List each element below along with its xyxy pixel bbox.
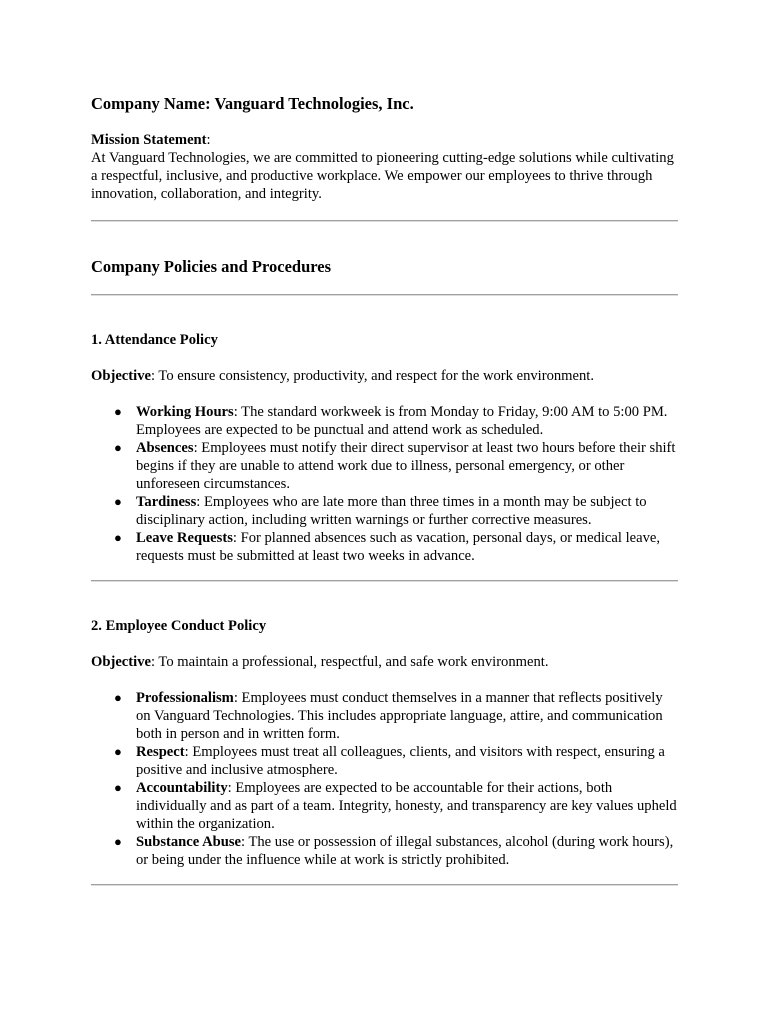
section-objective <box>91 653 678 671</box>
list-item <box>114 689 678 743</box>
mission-statement-text: At Vanguard Technologies, we are committed to pioneering cutting-edge solutions while cultivating a respectful, inclusive, and productive workplace. We empower our employees to thrive through innovation, collaboration, and integrity. <box>91 150 674 202</box>
policy-list <box>91 689 678 869</box>
item-term: Accountability <box>136 780 228 796</box>
item-text: : Employees must conduct themselves in a manner that reflects positively on Vanguard Technologies. This includes appropriate language, attire, and communication both in person and in written form. <box>136 690 663 742</box>
list-item <box>114 743 678 779</box>
list-item <box>114 403 678 439</box>
attendance-policy-section <box>91 331 678 565</box>
divider <box>91 220 678 222</box>
employee-conduct-policy-section <box>91 617 678 869</box>
bullet-icon: ● <box>114 440 122 455</box>
bullet-icon: ● <box>114 780 122 795</box>
item-term: Respect <box>136 744 185 760</box>
bullet-icon: ● <box>114 404 122 419</box>
item-text: : Employees are expected to be accountable for their actions, both individually and as part of a team. Integrity, honesty, and transparency are key values upheld within the organization. <box>136 780 677 832</box>
divider <box>91 294 678 296</box>
item-term: Professionalism <box>136 690 234 706</box>
company-name-heading: Company Name: Vanguard Technologies, Inc. <box>91 94 414 113</box>
list-item <box>114 439 678 493</box>
divider <box>91 884 678 886</box>
objective-text: : To maintain a professional, respectful, and safe work environment. <box>150 654 549 670</box>
mission-statement-label: Mission Statement <box>91 132 207 148</box>
bullet-icon: ● <box>114 744 122 759</box>
policy-list <box>91 403 678 565</box>
list-item <box>114 529 678 565</box>
bullet-icon: ● <box>114 494 122 509</box>
item-term: Absences <box>136 440 194 456</box>
objective-label: Objective <box>91 654 151 670</box>
list-item <box>114 779 678 833</box>
policies-heading: Company Policies and Procedures <box>91 257 332 276</box>
section-title: 1. Attendance Policy <box>91 332 218 348</box>
bullet-icon: ● <box>114 834 122 849</box>
bullet-icon: ● <box>114 690 122 705</box>
objective-text: : To ensure consistency, productivity, and respect for the work environment. <box>150 368 595 384</box>
list-item <box>114 833 678 869</box>
item-term: Substance Abuse <box>136 834 242 850</box>
bullet-icon: ● <box>114 530 122 545</box>
item-text: : The standard workweek is from Monday to Friday, 9:00 AM to 5:00 PM. Employees are expected to be punctual and attend work as scheduled. <box>136 404 668 438</box>
divider <box>91 580 678 582</box>
item-text: : Employees must treat all colleagues, clients, and visitors with respect, ensuring a positive and inclusive atmosphere. <box>136 744 665 778</box>
objective-label: Objective <box>91 368 151 384</box>
section-title: 2. Employee Conduct Policy <box>91 618 267 634</box>
item-text: : Employees who are late more than three times in a month may be subject to disciplinary action, including written warnings or further corrective measures. <box>136 494 647 528</box>
section-objective <box>91 367 678 385</box>
item-term: Leave Requests <box>136 530 233 546</box>
item-term: Working Hours <box>136 404 234 420</box>
item-text: : Employees must notify their direct supervisor at least two hours before their shift begins if they are unable to attend work due to illness, personal emergency, or other unforeseen circumstances. <box>136 440 676 492</box>
item-term: Tardiness <box>136 494 197 510</box>
item-text: : The use or possession of illegal substances, alcohol (during work hours), or being under the influence while at work is strictly prohibited. <box>136 834 674 868</box>
list-item <box>114 493 678 529</box>
mission-statement: Mission Statement: At Vanguard Technologies, we are committed to pioneering cutting-edge solutions while cultivating a respectful, inclusive, and productive workplace. We empower our employees to thrive through innovation, collaboration, and integrity. <box>91 131 678 203</box>
item-text: : For planned absences such as vacation, personal days, or medical leave, requests must be submitted at least two weeks in advance. <box>136 530 661 564</box>
